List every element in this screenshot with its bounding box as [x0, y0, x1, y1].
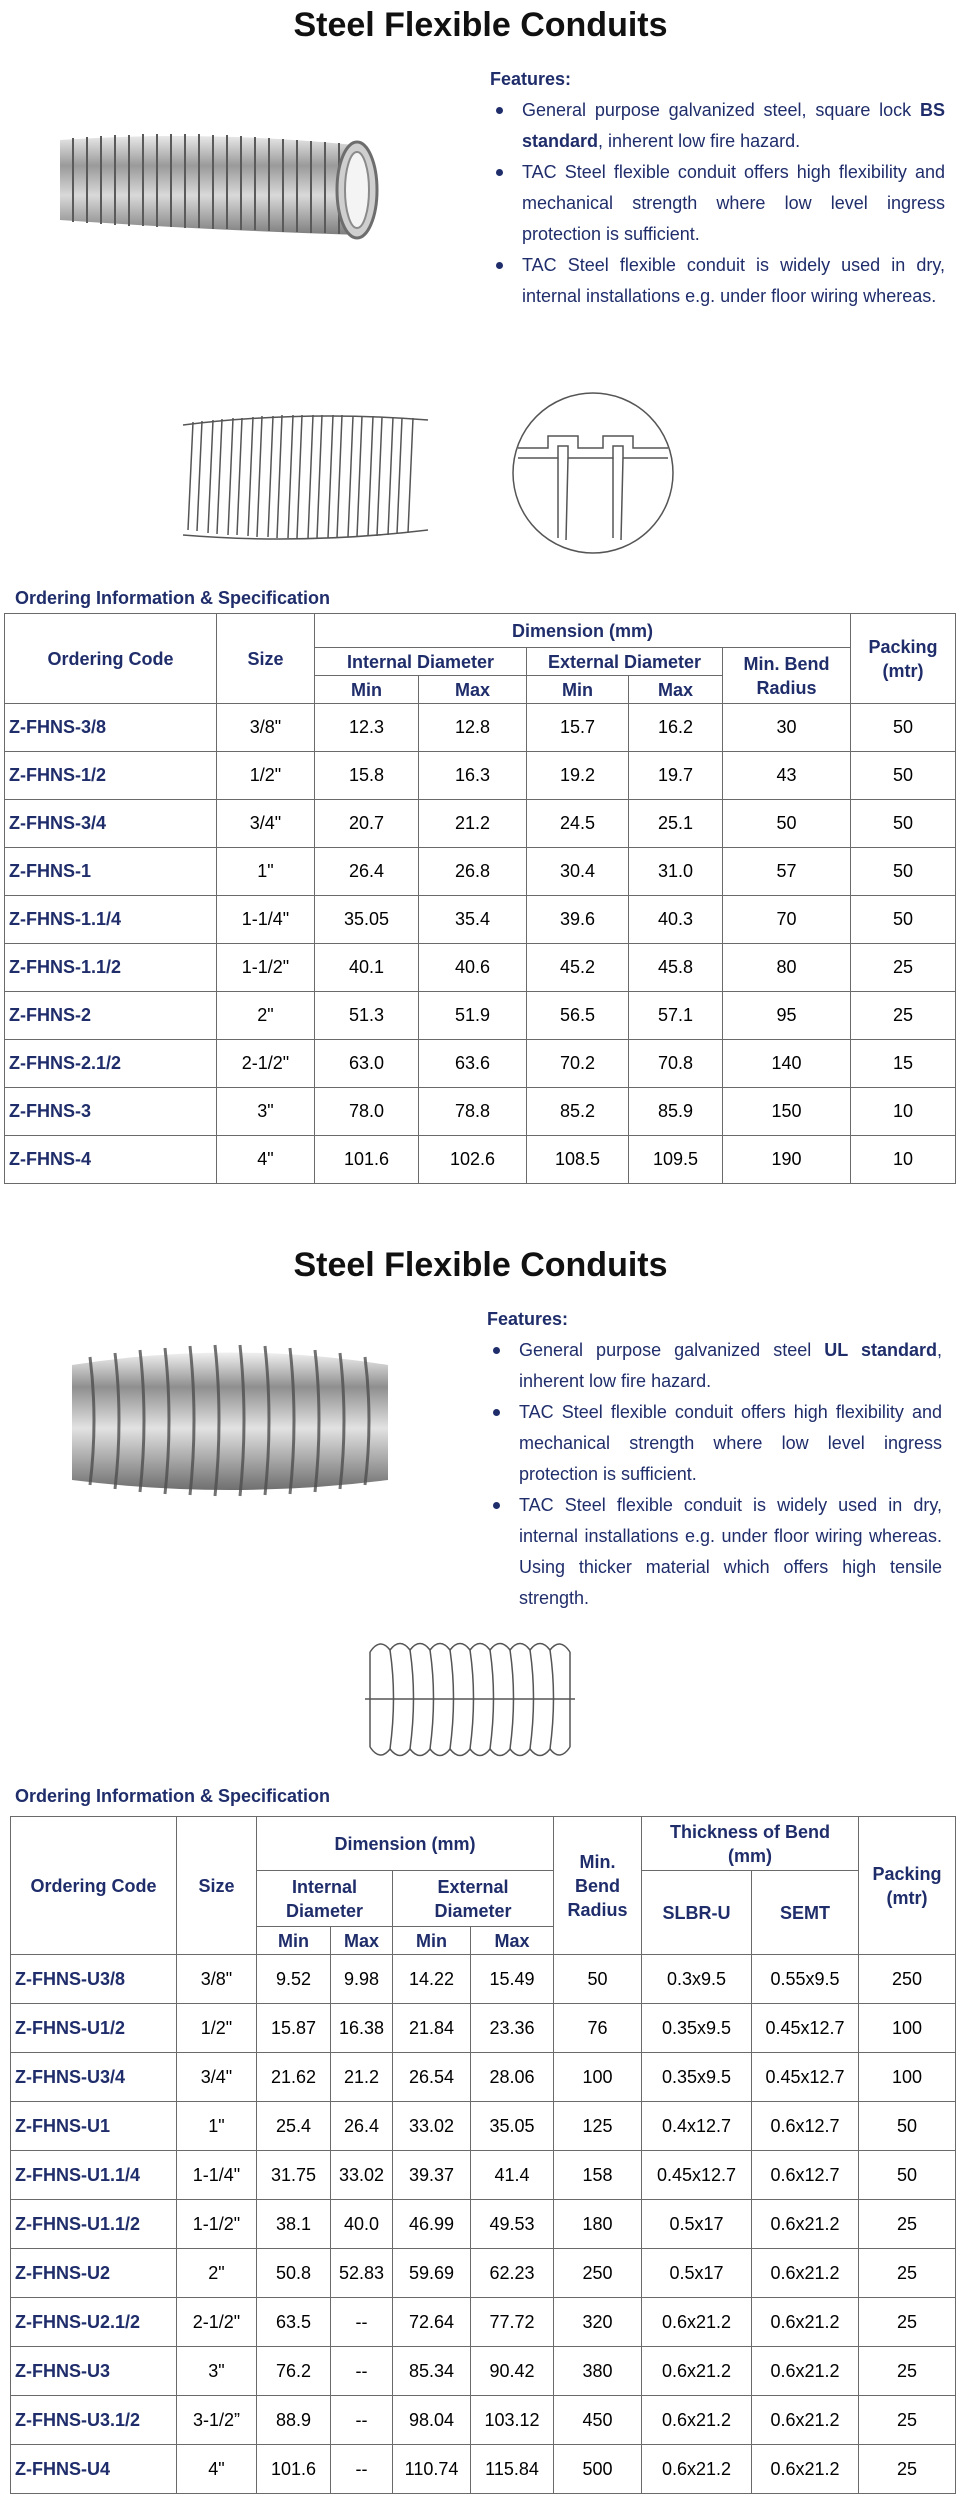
- table-cell: 72.64: [393, 2298, 471, 2347]
- header-packing: Packing (mtr): [859, 1817, 956, 1955]
- table-cell: 57: [723, 848, 851, 896]
- table-row: [5, 848, 956, 896]
- table-cell: 28.06: [471, 2053, 554, 2102]
- conduit-photo-bs: [55, 120, 385, 255]
- table-cell: 25: [859, 2298, 956, 2347]
- table-cell: 78.0: [315, 1088, 419, 1136]
- table-cell: 3/4": [217, 800, 315, 848]
- table-cell: 43: [723, 752, 851, 800]
- table-cell: 59.69: [393, 2249, 471, 2298]
- table-cell: 50: [723, 800, 851, 848]
- header-max: Max: [331, 1927, 393, 1955]
- table-cell: 0.6x21.2: [642, 2347, 752, 2396]
- table-cell: 21.62: [257, 2053, 331, 2102]
- table-cell: 3/4": [177, 2053, 257, 2102]
- table-cell: 0.35x9.5: [642, 2053, 752, 2102]
- section2-features: [487, 1304, 942, 1614]
- table-cell: 3": [177, 2347, 257, 2396]
- table-row: [11, 2396, 956, 2445]
- ordering-code-cell: Z-FHNS-3: [5, 1088, 217, 1136]
- table-row: [11, 2151, 956, 2200]
- conduit-cross-section: [508, 388, 678, 558]
- table-row: [11, 2102, 956, 2151]
- table-cell: 0.6x21.2: [752, 2200, 859, 2249]
- header-semt: SEMT: [752, 1871, 859, 1955]
- feature-item: TAC Steel flexible conduit is widely used in dry, internal installations e.g. under floor wiring whereas.: [490, 250, 945, 312]
- table-row: [11, 1955, 956, 2004]
- table-cell: --: [331, 2347, 393, 2396]
- table-cell: 98.04: [393, 2396, 471, 2445]
- section2-table-caption: Ordering Information & Specification: [15, 1786, 331, 1806]
- table-cell: 102.6: [419, 1136, 527, 1184]
- table-cell: 51.9: [419, 992, 527, 1040]
- header-internal-diameter: Internal Diameter: [315, 648, 527, 676]
- header-internal-diameter: Internal Diameter: [257, 1871, 393, 1927]
- table-cell: 1": [217, 848, 315, 896]
- header-dimension: Dimension (mm): [315, 614, 851, 648]
- table-cell: 10: [851, 1136, 956, 1184]
- table-cell: 1/2": [177, 2004, 257, 2053]
- table-cell: 1-1/4": [217, 896, 315, 944]
- table-cell: 0.45x12.7: [642, 2151, 752, 2200]
- table-cell: 50: [554, 1955, 642, 2004]
- ordering-code-cell: Z-FHNS-1.1/4: [5, 896, 217, 944]
- header-thickness-of-bend: Thickness of Bend (mm): [642, 1817, 859, 1871]
- table-cell: 3/8": [177, 1955, 257, 2004]
- table-cell: 31.0: [629, 848, 723, 896]
- conduit-photo-ul: [70, 1335, 390, 1505]
- feature-item: TAC Steel flexible conduit offers high flexibility and mechanical strength where low level ingress protection is sufficient.: [490, 157, 945, 250]
- table-cell: 500: [554, 2445, 642, 2494]
- table-cell: 0.55x9.5: [752, 1955, 859, 2004]
- table-cell: 50: [851, 752, 956, 800]
- table-cell: 190: [723, 1136, 851, 1184]
- ordering-code-cell: Z-FHNS-3/4: [5, 800, 217, 848]
- table-cell: 12.3: [315, 704, 419, 752]
- table-row: [5, 1136, 956, 1184]
- table-cell: 30: [723, 704, 851, 752]
- table-cell: 0.6x21.2: [642, 2445, 752, 2494]
- table-cell: --: [331, 2298, 393, 2347]
- feature-item: General purpose galvanized steel UL standard, inherent low fire hazard.: [487, 1335, 942, 1397]
- table-cell: 21.2: [419, 800, 527, 848]
- table-row: [11, 2053, 956, 2102]
- table-row: [5, 704, 956, 752]
- table-cell: 180: [554, 2200, 642, 2249]
- table-cell: 70.2: [527, 1040, 629, 1088]
- table-cell: 19.7: [629, 752, 723, 800]
- table-cell: 88.9: [257, 2396, 331, 2445]
- table-cell: 0.6x21.2: [752, 2298, 859, 2347]
- table-cell: 115.84: [471, 2445, 554, 2494]
- table-cell: 52.83: [331, 2249, 393, 2298]
- table-row: [11, 2347, 956, 2396]
- header-max: Max: [471, 1927, 554, 1955]
- ordering-code-cell: Z-FHNS-1.1/2: [5, 944, 217, 992]
- table-cell: 33.02: [393, 2102, 471, 2151]
- table-cell: 35.05: [471, 2102, 554, 2151]
- ordering-code-cell: Z-FHNS-U1.1/2: [11, 2200, 177, 2249]
- table-cell: 26.54: [393, 2053, 471, 2102]
- table-cell: 50: [859, 2102, 956, 2151]
- table-cell: 40.6: [419, 944, 527, 992]
- table-cell: 33.02: [331, 2151, 393, 2200]
- ordering-code-cell: Z-FHNS-1/2: [5, 752, 217, 800]
- table-cell: 40.3: [629, 896, 723, 944]
- feature-item: TAC Steel flexible conduit is widely used in dry, internal installations e.g. under floor wiring whereas. Using thicker material which offers high tensile strength.: [487, 1490, 942, 1614]
- table-cell: 35.4: [419, 896, 527, 944]
- table-cell: 0.6x21.2: [642, 2396, 752, 2445]
- table-cell: 14.22: [393, 1955, 471, 2004]
- header-external-diameter: External Diameter: [527, 648, 723, 676]
- table-cell: 2": [217, 992, 315, 1040]
- table-cell: 140: [723, 1040, 851, 1088]
- header-slbr-u: SLBR-U: [642, 1871, 752, 1955]
- table-cell: 76.2: [257, 2347, 331, 2396]
- table-cell: 0.5x17: [642, 2249, 752, 2298]
- table-cell: 0.6x12.7: [752, 2151, 859, 2200]
- table-cell: 9.52: [257, 1955, 331, 2004]
- table-cell: 50: [851, 704, 956, 752]
- table-cell: 50.8: [257, 2249, 331, 2298]
- ordering-code-cell: Z-FHNS-U2: [11, 2249, 177, 2298]
- table-cell: 16.38: [331, 2004, 393, 2053]
- table-cell: 38.1: [257, 2200, 331, 2249]
- table-cell: 25.4: [257, 2102, 331, 2151]
- table-cell: 4": [217, 1136, 315, 1184]
- table-cell: 90.42: [471, 2347, 554, 2396]
- table-cell: 50: [859, 2151, 956, 2200]
- table-cell: 15: [851, 1040, 956, 1088]
- table-cell: 25.1: [629, 800, 723, 848]
- table-cell: 2-1/2": [217, 1040, 315, 1088]
- ordering-code-cell: Z-FHNS-3/8: [5, 704, 217, 752]
- table-cell: 78.8: [419, 1088, 527, 1136]
- table-cell: 40.0: [331, 2200, 393, 2249]
- table-cell: 150: [723, 1088, 851, 1136]
- table-cell: 19.2: [527, 752, 629, 800]
- table-cell: 2-1/2": [177, 2298, 257, 2347]
- table-cell: 25: [859, 2445, 956, 2494]
- header-max: Max: [419, 676, 527, 704]
- table-cell: 26.4: [315, 848, 419, 896]
- table-cell: 320: [554, 2298, 642, 2347]
- table-cell: 25: [851, 944, 956, 992]
- table-cell: 20.7: [315, 800, 419, 848]
- ordering-code-cell: Z-FHNS-1: [5, 848, 217, 896]
- ordering-code-cell: Z-FHNS-U3.1/2: [11, 2396, 177, 2445]
- header-max: Max: [629, 676, 723, 704]
- table-cell: 63.5: [257, 2298, 331, 2347]
- table-cell: 0.6x12.7: [752, 2102, 859, 2151]
- table-cell: 15.87: [257, 2004, 331, 2053]
- table-cell: 41.4: [471, 2151, 554, 2200]
- header-size: Size: [217, 614, 315, 704]
- table-cell: 30.4: [527, 848, 629, 896]
- ordering-code-cell: Z-FHNS-4: [5, 1136, 217, 1184]
- table-cell: 70.8: [629, 1040, 723, 1088]
- table-cell: 15.7: [527, 704, 629, 752]
- table-row: [5, 992, 956, 1040]
- table-cell: 45.8: [629, 944, 723, 992]
- table-cell: 85.34: [393, 2347, 471, 2396]
- table-cell: 1-1/4": [177, 2151, 257, 2200]
- table-cell: 0.45x12.7: [752, 2004, 859, 2053]
- table-cell: 0.6x21.2: [752, 2445, 859, 2494]
- table-cell: 380: [554, 2347, 642, 2396]
- table-cell: 0.4x12.7: [642, 2102, 752, 2151]
- table-cell: 24.5: [527, 800, 629, 848]
- header-min-bend-radius: Min. Bend Radius: [723, 648, 851, 704]
- table-cell: 1-1/2": [217, 944, 315, 992]
- conduit-line-drawing-ul: [365, 1632, 575, 1767]
- header-min: Min: [527, 676, 629, 704]
- table-cell: 57.1: [629, 992, 723, 1040]
- table-cell: 10: [851, 1088, 956, 1136]
- table-cell: 25: [859, 2249, 956, 2298]
- header-min: Min: [393, 1927, 471, 1955]
- table-cell: 85.9: [629, 1088, 723, 1136]
- table-cell: 1/2": [217, 752, 315, 800]
- table-cell: 0.35x9.5: [642, 2004, 752, 2053]
- table-cell: 15.49: [471, 1955, 554, 2004]
- table-cell: 100: [859, 2004, 956, 2053]
- table-cell: 108.5: [527, 1136, 629, 1184]
- section1-title: Steel Flexible Conduits: [293, 6, 668, 44]
- ordering-code-cell: Z-FHNS-U4: [11, 2445, 177, 2494]
- table-cell: 1-1/2": [177, 2200, 257, 2249]
- table-cell: 109.5: [629, 1136, 723, 1184]
- table-cell: 0.6x21.2: [752, 2249, 859, 2298]
- table-cell: 50: [851, 848, 956, 896]
- section1-features: [490, 64, 945, 312]
- table-row: [5, 800, 956, 848]
- table-cell: 40.1: [315, 944, 419, 992]
- header-external-diameter: External Diameter: [393, 1871, 554, 1927]
- table-cell: 100: [554, 2053, 642, 2102]
- table-row: [11, 2445, 956, 2494]
- table-cell: 39.37: [393, 2151, 471, 2200]
- table-cell: 2": [177, 2249, 257, 2298]
- table-cell: 0.6x21.2: [752, 2347, 859, 2396]
- table-cell: 25: [859, 2347, 956, 2396]
- table-cell: 63.6: [419, 1040, 527, 1088]
- table-cell: 4": [177, 2445, 257, 2494]
- header-min: Min: [257, 1927, 331, 1955]
- feature-item: TAC Steel flexible conduit offers high flexibility and mechanical strength where low level ingress protection is sufficient.: [487, 1397, 942, 1490]
- header-dimension: Dimension (mm): [257, 1817, 554, 1871]
- section1-spec-table: [4, 613, 956, 1184]
- table-cell: 250: [554, 2249, 642, 2298]
- table-cell: 25: [851, 992, 956, 1040]
- table-cell: 85.2: [527, 1088, 629, 1136]
- ordering-code-cell: Z-FHNS-U3: [11, 2347, 177, 2396]
- ordering-code-cell: Z-FHNS-U3/8: [11, 1955, 177, 2004]
- table-cell: 0.6x21.2: [642, 2298, 752, 2347]
- table-row: [5, 1040, 956, 1088]
- table-cell: 70: [723, 896, 851, 944]
- header-min-bend-radius: Min. Bend Radius: [554, 1817, 642, 1955]
- table-cell: 25: [859, 2396, 956, 2445]
- feature-item: General purpose galvanized steel, square lock BS standard, inherent low fire hazard.: [490, 95, 945, 157]
- table-cell: 158: [554, 2151, 642, 2200]
- table-cell: 9.98: [331, 1955, 393, 2004]
- ordering-code-cell: Z-FHNS-U1: [11, 2102, 177, 2151]
- header-ordering-code: Ordering Code: [5, 614, 217, 704]
- section2-title: Steel Flexible Conduits: [293, 1246, 668, 1284]
- table-row: [11, 2298, 956, 2347]
- table-cell: 23.36: [471, 2004, 554, 2053]
- ordering-code-cell: Z-FHNS-2.1/2: [5, 1040, 217, 1088]
- table-cell: 1": [177, 2102, 257, 2151]
- table-cell: 26.8: [419, 848, 527, 896]
- header-ordering-code: Ordering Code: [11, 1817, 177, 1955]
- table-row: [11, 2249, 956, 2298]
- ordering-code-cell: Z-FHNS-U3/4: [11, 2053, 177, 2102]
- table-cell: 51.3: [315, 992, 419, 1040]
- table-cell: 50: [851, 896, 956, 944]
- header-min: Min: [315, 676, 419, 704]
- table-cell: 3": [217, 1088, 315, 1136]
- table-cell: 80: [723, 944, 851, 992]
- table-row: [5, 752, 956, 800]
- features-heading: Features:: [490, 69, 572, 89]
- section2-spec-table: [10, 1816, 956, 2494]
- table-row: [5, 896, 956, 944]
- table-cell: 103.12: [471, 2396, 554, 2445]
- table-cell: 31.75: [257, 2151, 331, 2200]
- table-cell: 62.23: [471, 2249, 554, 2298]
- table-cell: 49.53: [471, 2200, 554, 2249]
- table-cell: 46.99: [393, 2200, 471, 2249]
- table-cell: 21.2: [331, 2053, 393, 2102]
- ordering-code-cell: Z-FHNS-U1.1/4: [11, 2151, 177, 2200]
- table-cell: 16.2: [629, 704, 723, 752]
- table-cell: 100: [859, 2053, 956, 2102]
- table-cell: 25: [859, 2200, 956, 2249]
- ordering-code-cell: Z-FHNS-2: [5, 992, 217, 1040]
- table-cell: 15.8: [315, 752, 419, 800]
- ordering-code-cell: Z-FHNS-U1/2: [11, 2004, 177, 2053]
- ordering-code-cell: Z-FHNS-U2.1/2: [11, 2298, 177, 2347]
- table-cell: 250: [859, 1955, 956, 2004]
- table-cell: --: [331, 2445, 393, 2494]
- table-cell: 110.74: [393, 2445, 471, 2494]
- table-cell: 21.84: [393, 2004, 471, 2053]
- table-row: [5, 944, 956, 992]
- header-size: Size: [177, 1817, 257, 1955]
- table-cell: 56.5: [527, 992, 629, 1040]
- table-cell: 12.8: [419, 704, 527, 752]
- table-cell: 3-1/2”: [177, 2396, 257, 2445]
- table-cell: --: [331, 2396, 393, 2445]
- table-cell: 39.6: [527, 896, 629, 944]
- table-cell: 101.6: [257, 2445, 331, 2494]
- table-cell: 76: [554, 2004, 642, 2053]
- table-cell: 125: [554, 2102, 642, 2151]
- table-cell: 50: [851, 800, 956, 848]
- table-row: [11, 2004, 956, 2053]
- table-cell: 77.72: [471, 2298, 554, 2347]
- table-cell: 3/8": [217, 704, 315, 752]
- header-packing: Packing (mtr): [851, 614, 956, 704]
- table-cell: 0.3x9.5: [642, 1955, 752, 2004]
- table-cell: 26.4: [331, 2102, 393, 2151]
- section1-table-caption: Ordering Information & Specification: [15, 588, 331, 608]
- table-row: [5, 1088, 956, 1136]
- table-cell: 0.45x12.7: [752, 2053, 859, 2102]
- table-cell: 95: [723, 992, 851, 1040]
- table-cell: 35.05: [315, 896, 419, 944]
- table-cell: 16.3: [419, 752, 527, 800]
- table-cell: 101.6: [315, 1136, 419, 1184]
- table-cell: 0.6x21.2: [752, 2396, 859, 2445]
- table-cell: 45.2: [527, 944, 629, 992]
- table-cell: 450: [554, 2396, 642, 2445]
- table-cell: 63.0: [315, 1040, 419, 1088]
- features-heading: Features:: [487, 1309, 569, 1329]
- table-row: [11, 2200, 956, 2249]
- conduit-line-drawing: [178, 400, 433, 550]
- table-cell: 0.5x17: [642, 2200, 752, 2249]
